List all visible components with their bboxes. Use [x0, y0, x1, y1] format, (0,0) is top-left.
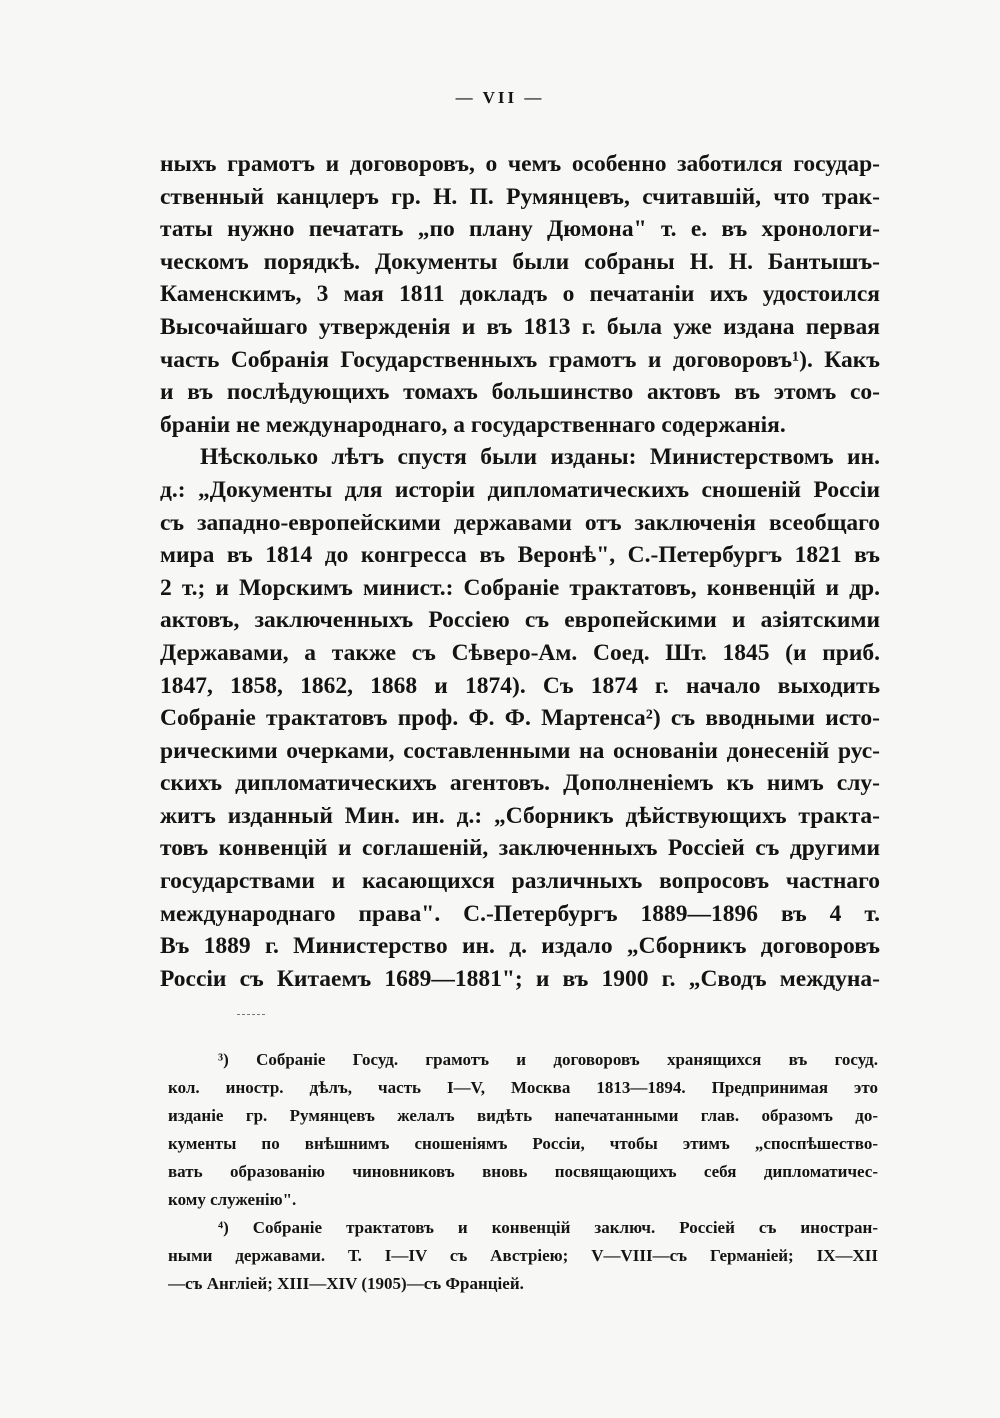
text-line: ческомъ порядкѣ. Документы были собраны Н. Н. Бантышъ- [160, 248, 880, 275]
text-line: скихъ дипломатическихъ агентовъ. Дополненіемъ къ нимъ слу- [160, 770, 880, 797]
text-line: Каменскимъ, 3 мая 1811 докладъ о печатаніи ихъ удостоился [160, 281, 880, 308]
text-line: Въ 1889 г. Министерство ин. д. издало „Сборникъ договоровъ [160, 933, 880, 960]
footnote-line: ⁴) Собраніе трактатовъ и конвенцій заключ. Россіей съ иностран- [218, 1218, 878, 1237]
footnote-line: —съ Англіей; XIII—XIV (1905)—съ Франціей. [168, 1274, 524, 1293]
text-line: рическими очерками, составленными на основаніи донесеній рус- [160, 737, 880, 764]
footnote-line: кол. иностр. дѣлъ, часть I—V, Москва 1813—1894. Предпринимая это [168, 1078, 878, 1097]
text-line: государствами и касающихся различныхъ вопросовъ частнаго [160, 868, 880, 895]
text-line: ственный канцлеръ гр. Н. П. Румянцевъ, считавшій, что трак- [160, 183, 880, 210]
footnotes [168, 1046, 878, 1298]
text-line: 2 т.; и Морскимъ минист.: Собраніе трактатовъ, конвенцій и др. [160, 574, 880, 601]
text-line: часть Собранія Государственныхъ грамотъ и договоровъ¹). Какъ [160, 346, 880, 373]
text-line: д.: „Документы для исторіи дипломатическихъ сношеній Россіи [160, 476, 880, 503]
main-text [160, 148, 880, 995]
page-number: — VII — [455, 88, 545, 107]
text-line: Россіи съ Китаемъ 1689—1881"; и въ 1900 г. „Сводъ междуна- [160, 965, 880, 992]
text-line: товъ конвенцій и соглашеній, заключенныхъ Россіей съ другими [160, 835, 880, 862]
text-line: съ западно-европейскими державами отъ заключенія всеобщаго [160, 509, 880, 536]
text-line: Державами, а также съ Сѣверо-Ам. Соед. Шт. 1845 (и приб. [160, 639, 880, 666]
text-line: житъ изданный Мин. ин. д.: „Сборникъ дѣйствующихъ тракта- [160, 802, 880, 829]
text-line: браніи не международнаго, а государственнаго содержанія. [160, 411, 786, 438]
text-line: Собраніе трактатовъ проф. Ф. Ф. Мартенса²) съ вводными исто- [160, 705, 880, 732]
text-line: и въ послѣдующихъ томахъ большинство актовъ въ этомъ со- [160, 379, 880, 406]
text-line: мира въ 1814 до конгресса въ Веронѣ", С.-Петербургъ 1821 въ [160, 542, 880, 569]
text-line: Высочайшаго утвержденія и въ 1813 г. была уже издана первая [160, 313, 880, 340]
text-line: 1847, 1858, 1862, 1868 и 1874). Съ 1874 г. начало выходить [160, 672, 880, 699]
text-line: ныхъ грамотъ и договоровъ, о чемъ особенно заботился государ- [160, 151, 880, 177]
footnote-line: кому служенію". [168, 1190, 297, 1209]
footnote-line: кументы по внѣшнимъ сношеніямъ Россіи, чтобы этимъ „споспѣшество- [168, 1134, 878, 1153]
footnote-line: вать образованію чиновниковъ вновь посвящающихъ себя дипломатичес- [168, 1162, 878, 1181]
text-line: международнаго права". С.-Петербургъ 1889—1896 въ 4 т. [160, 900, 880, 927]
text-line: таты нужно печатать „по плану Дюмона" т. е. въ хронологи- [160, 216, 880, 243]
footnote-line: изданіе гр. Румянцевъ желалъ видѣть напечатанными глав. образомъ до- [168, 1106, 878, 1125]
text-line: актовъ, заключенныхъ Россіею съ европейскими и азіятскими [160, 607, 880, 634]
footnote-line: ными державами. Т. I—IV съ Австріею; V—VIII—съ Германіей; IX—XII [168, 1246, 878, 1265]
text-line: Нѣсколько лѣтъ спустя были изданы: Министерствомъ ин. [200, 444, 880, 471]
footnote-separator [237, 1014, 265, 1017]
footnote-line: ³) Собраніе Госуд. грамотъ и договоровъ хранящихся въ госуд. [218, 1050, 878, 1069]
